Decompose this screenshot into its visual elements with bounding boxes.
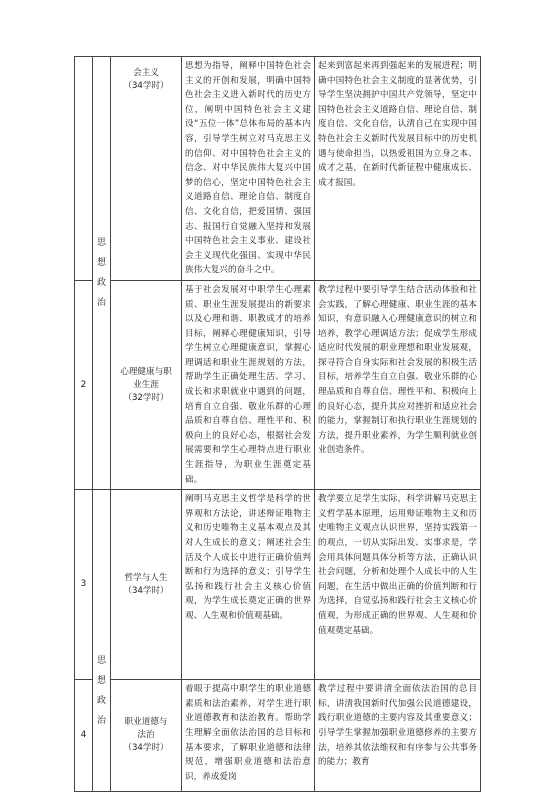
curriculum-table xyxy=(74,56,481,792)
course-name: 会主义 xyxy=(133,68,159,78)
category-char: 治 xyxy=(96,298,106,309)
row-number: 3 xyxy=(75,490,93,680)
course-hours: （34学时） xyxy=(123,81,169,91)
row-number: 4 xyxy=(75,680,93,792)
course-name-cell xyxy=(111,490,182,680)
course-name-cell xyxy=(111,57,182,281)
course-objective: 基于社会发展对中职学生心理素质、职业生涯发展提出的新要求以及心理和谐、职教成才的培养目标，阐释心理健康知识，引导学生树立心理健康意识，掌握心理调适和职业生涯规划的方法，帮助学生正确处理生活、学习、成长和求职就业中遇到的问题，培育自立自强、敬业乐群的心理品质和自尊自信、理性平和、积极向上的良好心态，根据社会发展需要和学生心理特点进行职业生涯指导，为职业生涯奠定基础。 xyxy=(182,280,315,489)
course-name: 心理健康与职业生涯 xyxy=(120,366,172,390)
table-row xyxy=(75,57,481,281)
category-char: 治 xyxy=(96,716,106,727)
table-row xyxy=(75,280,481,489)
category-char: 政 xyxy=(96,278,106,289)
teaching-requirement: 教学过程中要讲清全面依法治国的总目标，讲清我国新时代加强公民道德建设，践行职业道德的主要内容及其重要意义；引导学生掌握加强职业道德修养的主要方法，培养其依法维权和有序参与公共事务的能力；教育 xyxy=(315,680,481,792)
teaching-requirement: 教学过程中要引导学生结合活动体验和社会实践，了解心理健康、职业生涯的基本知识，有意识融入心理健康意识的树立和培养，教学心理调适方法；促成学生形成适应时代发展的职业理想和职业发展观，探寻符合自身实际和社会发展的积极生活目标，培养学生自立自强、敬业乐群的心理品质和自尊自信、理性平和、积极向上的良好心态，提升其应对挫折和适应社会的能力，掌握制订和执行职业生涯规划的方法，提升职业素养，为学生顺利就业创业创造条件。 xyxy=(315,280,481,489)
table-row xyxy=(75,680,481,792)
course-hours: （34学时） xyxy=(123,585,169,596)
category-cell xyxy=(93,490,111,792)
row-number xyxy=(75,57,93,281)
teaching-requirement: 教学要立足学生实际，科学讲解马克思主义哲学基本原理，运用辩证唯物主义和历史唯物主义观点认识世界，坚持实践第一的观点，一切从实际出发、实事求是，学会用具体问题具体分析等方法，正确认识社会问题，分析和处理个人成长中的人生问题，在生活中做出正确的价值判断和行为选择，自觉弘扬和践行社会主义核心价值观，为形成正确的世界观、人生观和价值观奠定基础。 xyxy=(315,490,481,680)
course-name: 职业道德与法治 xyxy=(124,717,168,741)
category-char: 思 xyxy=(96,238,106,249)
category-char: 政 xyxy=(96,696,106,707)
category-char: 想 xyxy=(96,676,106,687)
course-objective: 着眼于提高中职学生的职业道德素质和法治素养，对学生进行职业道德教育和法治教育。帮助学生理解全面依法治国的总目标和基本要求，了解职业道德和法律规范，增强职业道德和法治意识，养成爱岗 xyxy=(182,680,315,792)
table-row xyxy=(75,490,481,680)
teaching-requirement: 起来到富起来再到强起来的发展进程；明确中国特色社会主义制度的显著优势，引导学生坚决拥护中国共产党领导，坚定中国特色社会主义道路自信、理论自信、制度自信、文化自信，认清自己在实现中国特色社会主义新时代发展目标中的历史机遇与使命担当，以热爱祖国为立身之本、成才之基，在新时代新征程中健康成长、成才报国。 xyxy=(315,57,481,281)
course-hours: （32学时） xyxy=(123,392,169,403)
category-cell xyxy=(93,57,111,490)
course-name-cell xyxy=(111,280,182,489)
course-objective: 阐明马克思主义哲学是科学的世界观和方法论，讲述辩证唯物主义和历史唯物主义基本观点及其对人生成长的意义；阐述社会生活及个人成长中进行正确价值判断和行为选择的意义；引导学生弘扬和践行社会主义核心价值观，为学生成长奠定正确的世界观、人生观和价值观基础。 xyxy=(182,490,315,680)
course-name: 哲学与人生 xyxy=(124,572,168,583)
category-char: 想 xyxy=(96,258,106,269)
course-name-cell xyxy=(111,680,182,792)
row-number: 2 xyxy=(75,280,93,489)
course-hours: （34学时） xyxy=(123,743,169,754)
category-char: 思 xyxy=(96,656,106,667)
course-objective: 思想为指导，阐释中国特色社会主义的开创和发展，明确中国特色社会主义进入新时代的历史方位，阐明中国特色社会主义建设“五位一体”总体布局的基本内容，引导学生树立对马克思主义的信仰、对中国特色社会主义的信念、对中华民族伟大复兴中国梦的信心，坚定中国特色社会主义道路自信、理论自信、制度自信、文化自信，把爱国情、强国志、报国行自觉融入坚持和发展中国特色社会主义事业、建设社会主义现代化强国、实现中华民族伟大复兴的奋斗之中。 xyxy=(182,57,315,281)
